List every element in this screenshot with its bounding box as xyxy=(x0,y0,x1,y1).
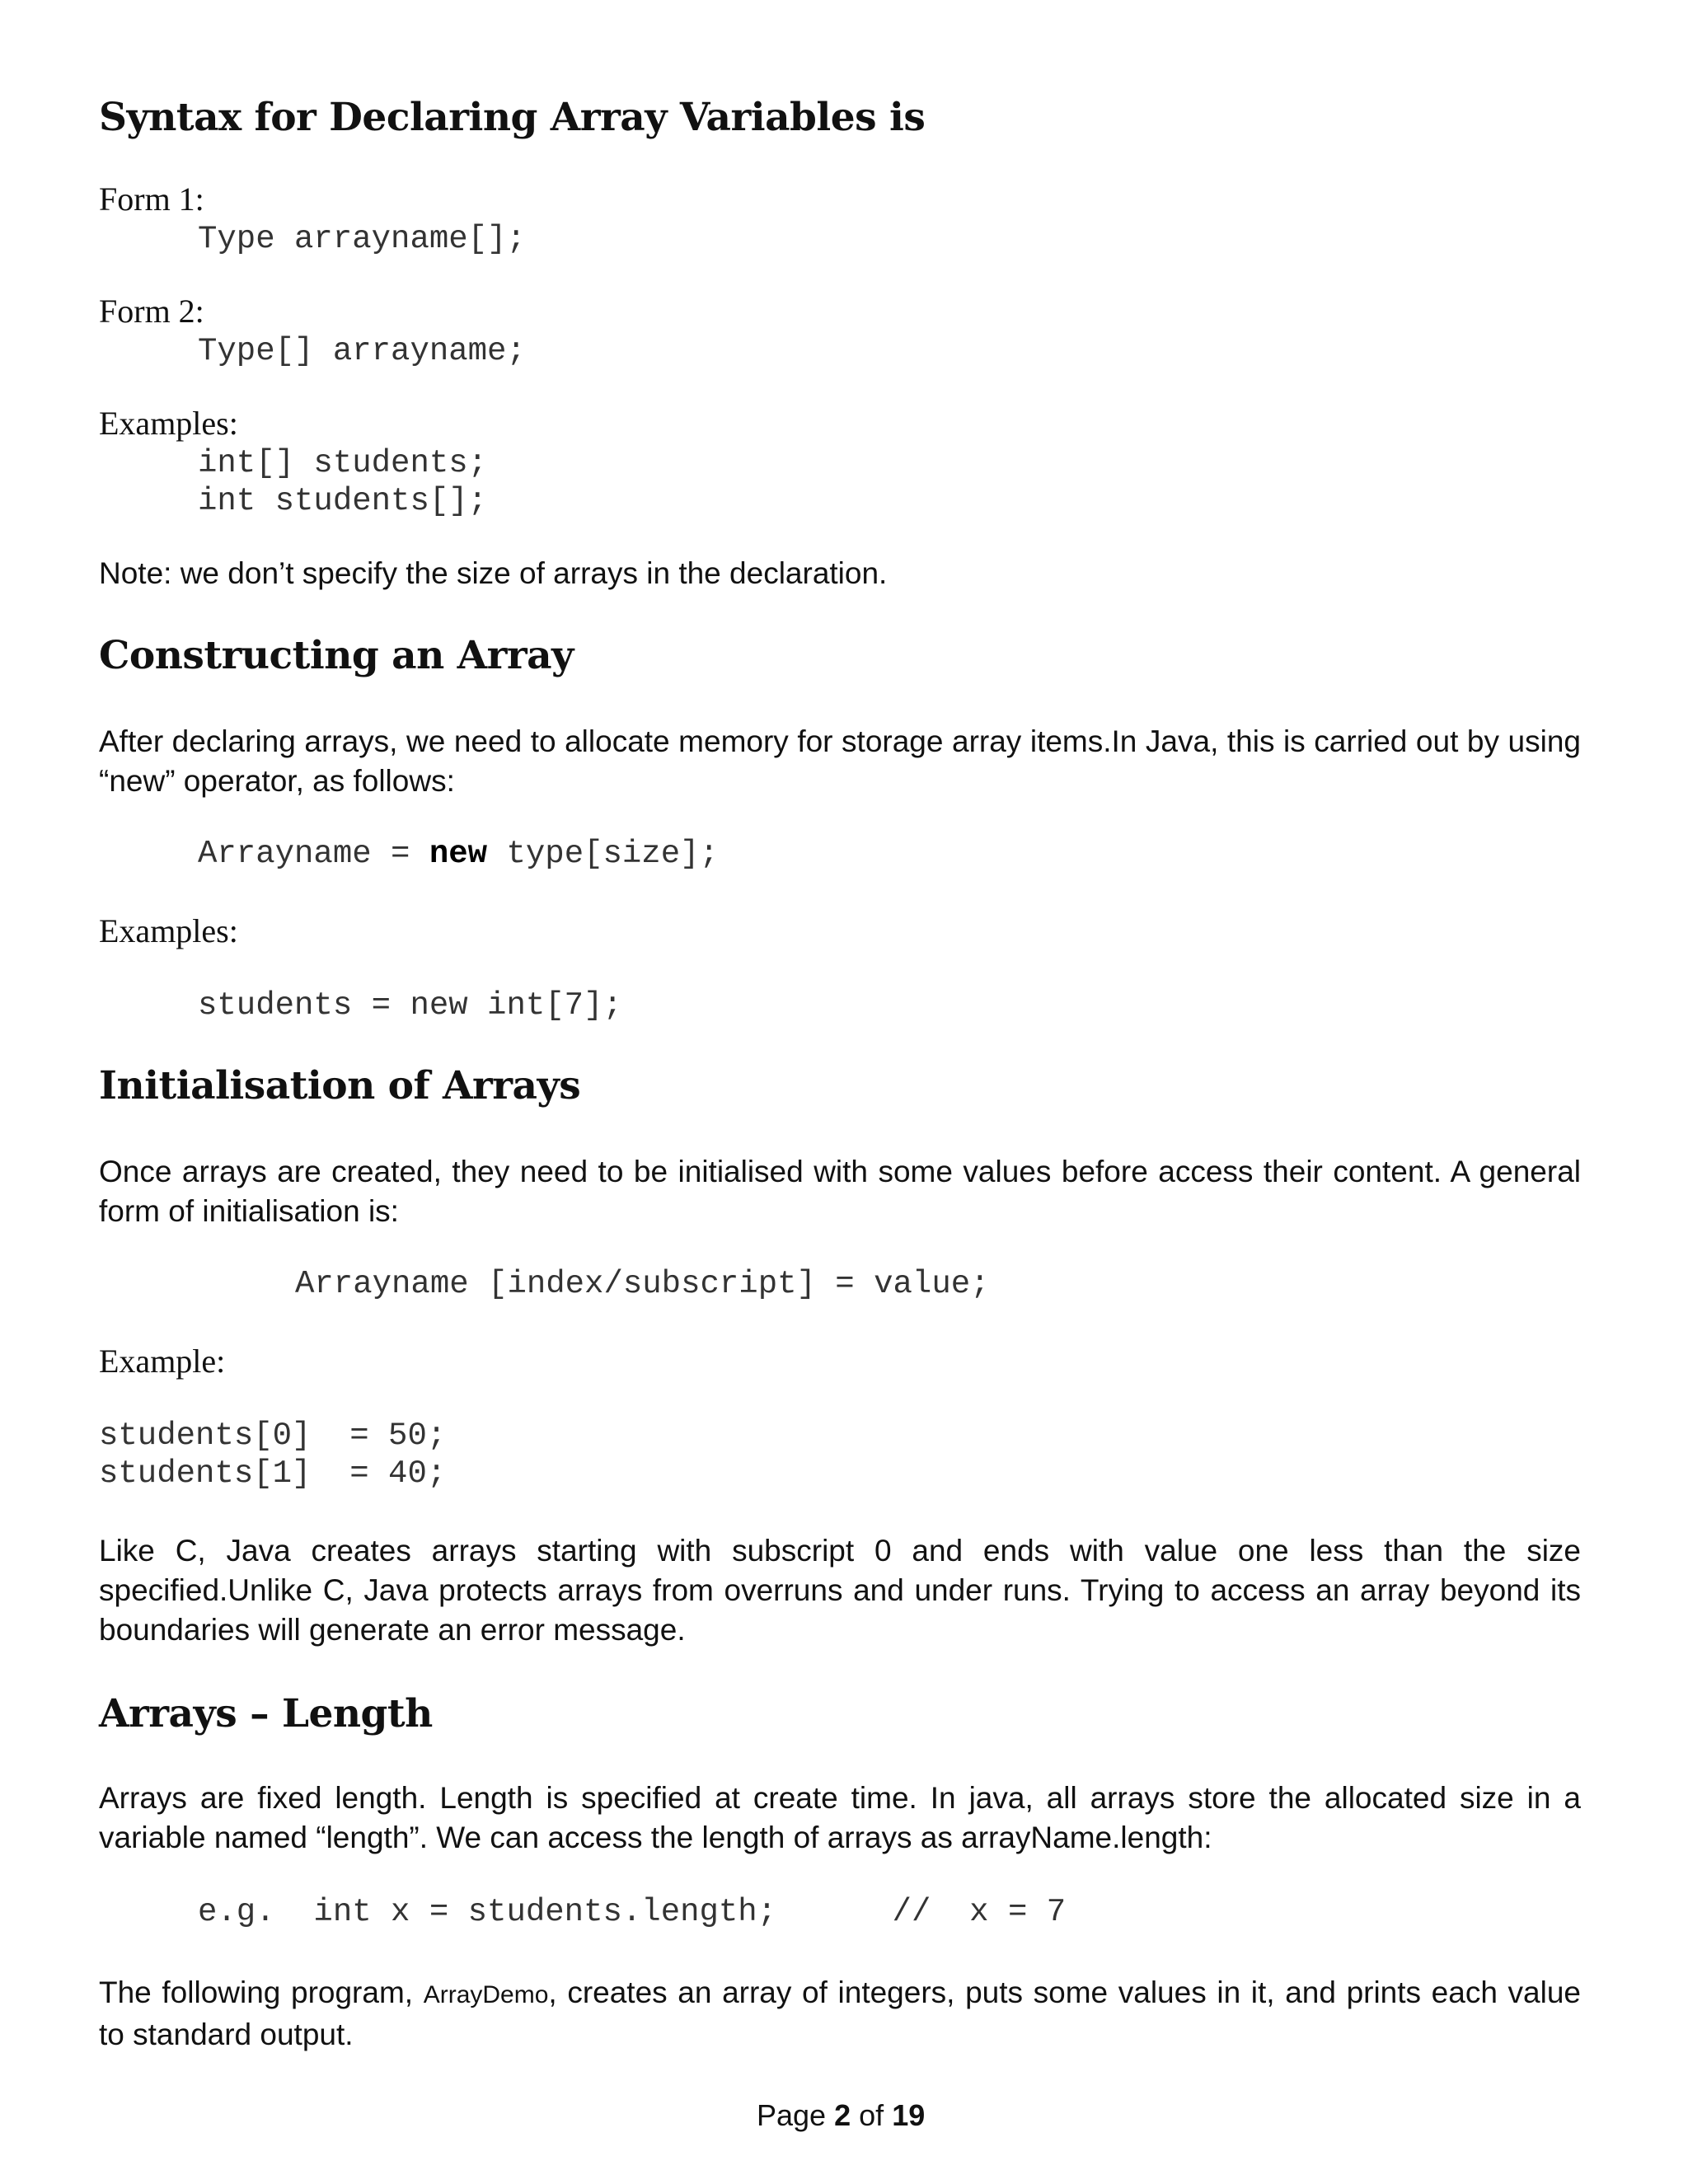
examples-label: Examples: xyxy=(99,405,238,442)
example-code: students = new int[7]; xyxy=(198,987,622,1024)
inline-code: ArrayDemo xyxy=(423,1981,549,2008)
initialisation-code: Arrayname [index/subscript] = value; xyxy=(295,1266,990,1302)
example-code-1: students[0] = 50; xyxy=(99,1418,447,1454)
example-code-2: int students[]; xyxy=(198,483,488,519)
code-text: Arrayname = xyxy=(198,836,429,872)
initialisation-paragraph: Once arrays are created, they need to be initialised with some values before access their content. A general form of initialisation is: xyxy=(99,1155,1581,1228)
page-total: 19 xyxy=(892,2098,926,2132)
code-keyword: new xyxy=(429,836,488,872)
form2-code: Type[] arrayname; xyxy=(198,333,526,369)
example-code-2: students[1] = 40; xyxy=(99,1455,447,1492)
length-code: e.g. int x = students.length; // x = 7 xyxy=(198,1894,1067,1930)
page-footer xyxy=(757,2098,925,2133)
heading-constructing: Constructing an Array xyxy=(99,633,574,678)
text-span: The following program, xyxy=(99,1975,424,2009)
form2-label: Form 2: xyxy=(99,293,204,330)
example-code-1: int[] students; xyxy=(198,445,488,481)
form1-label: Form 1: xyxy=(99,180,204,218)
constructing-paragraph: After declaring arrays, we need to allocate memory for storage array items.In Java, this is carried out by using “new” operator, as follows: xyxy=(99,724,1581,798)
example-label: Example: xyxy=(99,1343,226,1380)
heading-length: Arrays – Length xyxy=(99,1691,433,1736)
page-number: 2 xyxy=(834,2098,851,2132)
note-text: Note: we don’t specify the size of arrays in the declaration. xyxy=(99,556,888,590)
new-operator-code xyxy=(198,836,719,872)
text-span: , creates an array of integers, puts some values in it, and prints each value to standard output. xyxy=(99,1975,1582,2051)
length-paragraph: Arrays are fixed length. Length is specified at create time. In java, all arrays store the allocated size in a variable named “length”. We can access the length of arrays as arrayName.length: xyxy=(99,1781,1581,1854)
code-text: type[size]; xyxy=(487,836,719,872)
page-word: Page xyxy=(757,2098,827,2132)
form1-code: Type arrayname[]; xyxy=(198,221,526,257)
heading-syntax: Syntax for Declaring Array Variables is xyxy=(99,95,926,140)
bounds-paragraph: Like C, Java creates arrays starting with subscript 0 and ends with value one less than the size specified.Unlike C, Java protects arrays from overruns and under runs. Trying to access an array beyond its boundaries will generate an error message. xyxy=(99,1534,1581,1647)
heading-initialisation: Initialisation of Arrays xyxy=(99,1063,581,1108)
examples-label: Examples: xyxy=(99,912,238,949)
of-word: of xyxy=(859,2098,884,2132)
arraydemo-paragraph xyxy=(99,1973,1581,2055)
